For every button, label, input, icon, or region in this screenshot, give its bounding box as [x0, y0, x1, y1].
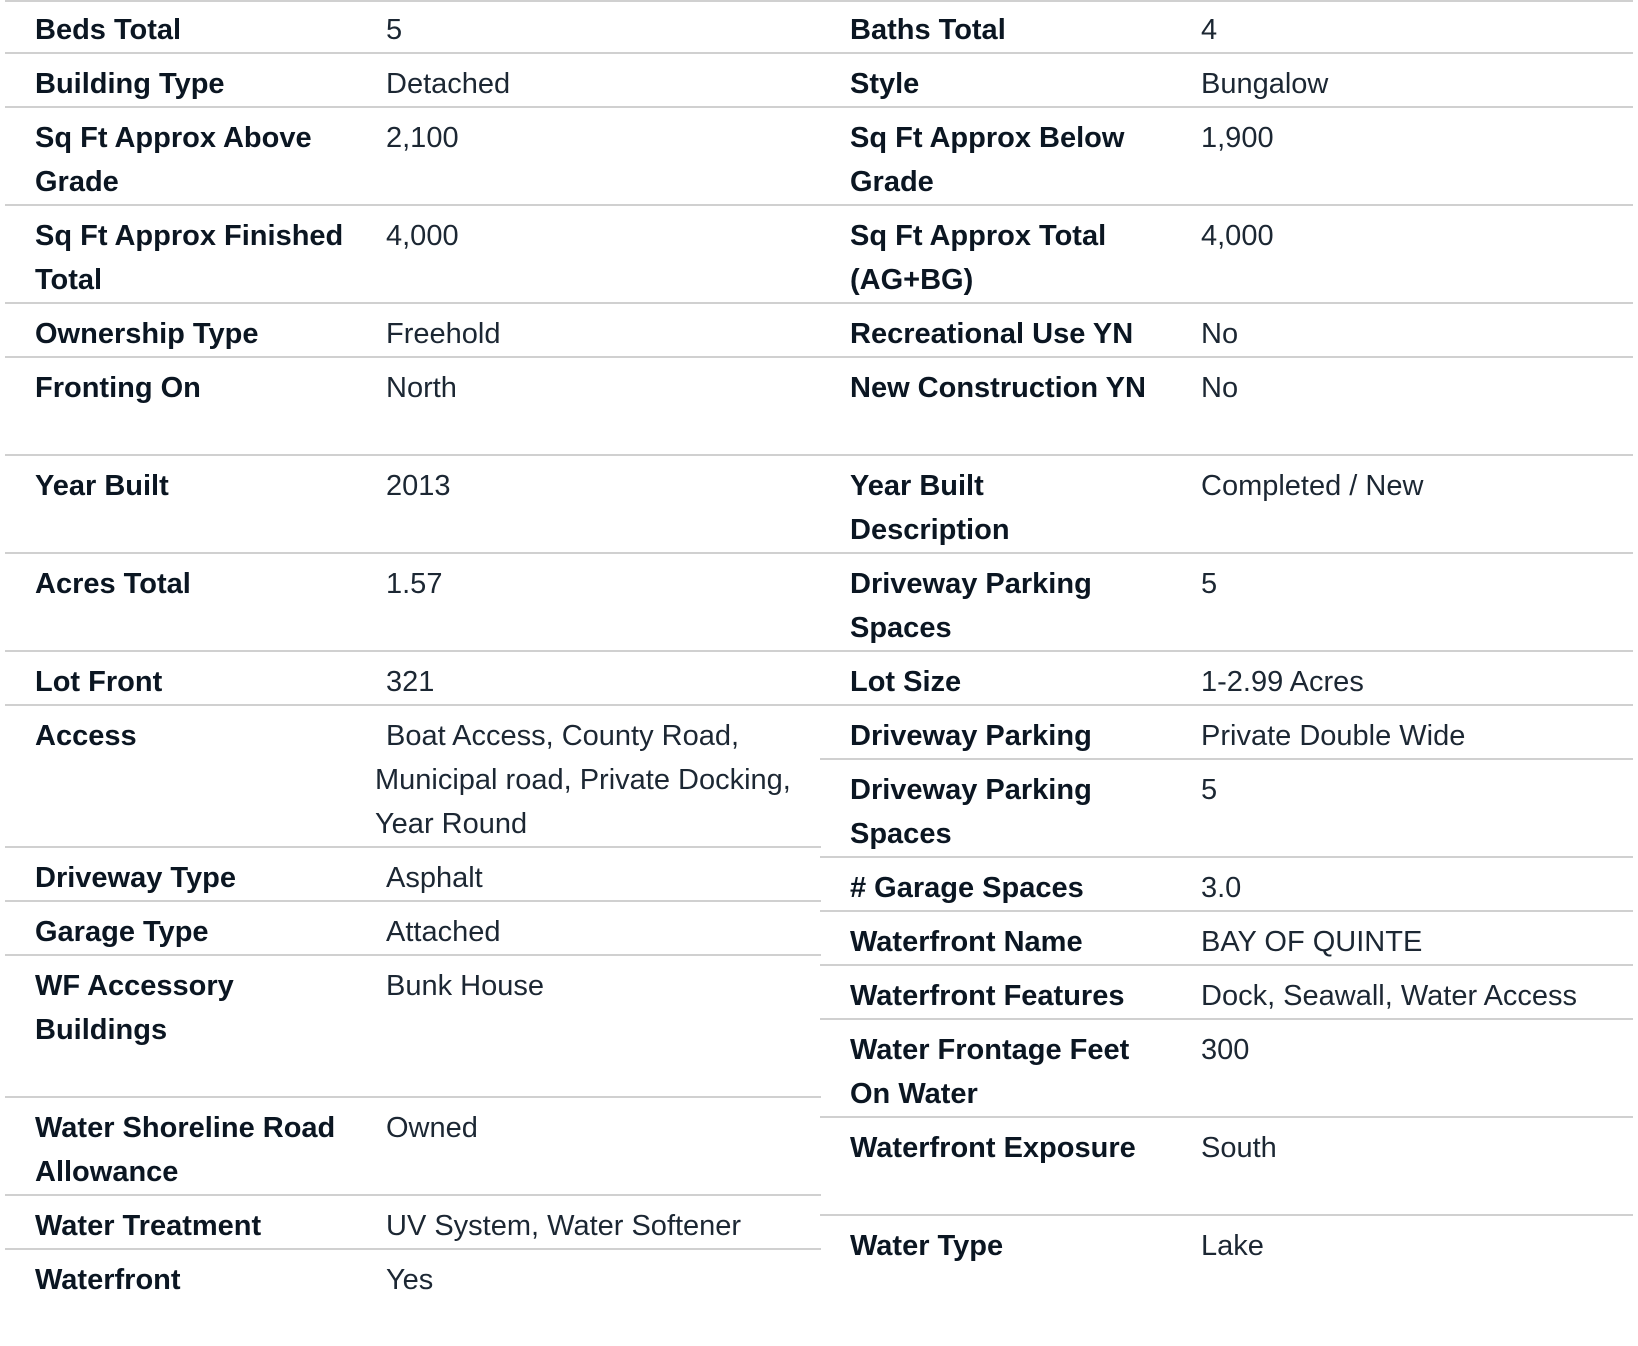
detail-label: Baths Total: [850, 14, 1006, 46]
detail-value: 3.0: [1201, 872, 1242, 904]
detail-label: Driveway Parking Spaces: [850, 568, 1092, 644]
detail-label: New Construction YN: [850, 372, 1146, 404]
detail-value: 1.57: [386, 568, 443, 600]
detail-row-recreational-use: [820, 304, 1633, 358]
detail-row-water-frontage-feet: [820, 1020, 1633, 1118]
detail-row-garage-type: [5, 902, 821, 956]
detail-value: Dock, Seawall, Water Access: [1201, 980, 1578, 1012]
detail-row-lot-size: [820, 652, 1633, 706]
detail-value: Bungalow: [1201, 68, 1329, 100]
detail-row-acres-total: [5, 554, 821, 652]
detail-value: Lake: [1201, 1230, 1264, 1262]
detail-value: 2,100: [386, 122, 459, 154]
detail-value: 5: [1201, 568, 1218, 600]
detail-row-waterfront-features: [820, 966, 1633, 1020]
detail-label: Driveway Parking: [850, 720, 1092, 752]
detail-row-wf-accessory-buildings: [5, 956, 821, 1098]
detail-value: Owned: [386, 1112, 478, 1144]
detail-row-waterfront-name: [820, 912, 1633, 966]
detail-row-year-built: [5, 456, 821, 554]
detail-label: Lot Front: [35, 666, 163, 698]
detail-row-water-type: [820, 1216, 1633, 1270]
detail-value: 300: [1201, 1034, 1250, 1066]
detail-row-driveway-parking-spaces: [820, 554, 1633, 652]
detail-label: Waterfront Name: [850, 926, 1083, 958]
detail-label: Acres Total: [35, 568, 191, 600]
detail-row-baths-total: [820, 0, 1633, 54]
detail-value: 5: [386, 14, 403, 46]
detail-value: Detached: [386, 68, 511, 100]
detail-value: 5: [1201, 774, 1218, 806]
details-right-column: [820, 0, 1633, 1270]
detail-label: Lot Size: [850, 666, 962, 698]
detail-row-beds-total: [5, 0, 821, 54]
detail-value: 4,000: [1201, 220, 1274, 252]
detail-value: North: [386, 372, 457, 404]
detail-value: 4: [1201, 14, 1218, 46]
detail-label: Fronting On: [35, 372, 201, 404]
detail-value: Completed / New: [1201, 470, 1424, 502]
detail-label: Year Built Description: [850, 470, 1010, 546]
detail-label: WF Accessory Buildings: [35, 970, 234, 1046]
details-left-column: [5, 0, 821, 1304]
detail-value: 2013: [386, 470, 451, 502]
detail-label: Driveway Type: [35, 862, 236, 894]
detail-value: 1-2.99 Acres: [1201, 666, 1364, 698]
detail-value: South: [1201, 1132, 1277, 1164]
detail-label: Water Treatment: [35, 1210, 262, 1242]
detail-row-water-shoreline: [5, 1098, 821, 1196]
detail-label: Water Type: [850, 1230, 1004, 1262]
detail-row-fronting-on: [5, 358, 821, 456]
detail-label: Water Frontage Feet On Water: [850, 1034, 1130, 1110]
detail-label: Building Type: [35, 68, 225, 100]
detail-value: Attached: [386, 916, 501, 948]
detail-label: Waterfront Exposure: [850, 1132, 1136, 1164]
detail-row-driveway-type: [5, 848, 821, 902]
detail-value: Bunk House: [386, 970, 544, 1002]
detail-label: Sq Ft Approx Finished Total: [35, 220, 344, 296]
detail-label: Sq Ft Approx Total (AG+BG): [850, 220, 1107, 296]
detail-row-building-type: [5, 54, 821, 108]
detail-row-sqft-total: [820, 206, 1633, 304]
detail-label: Ownership Type: [35, 318, 259, 350]
detail-row-water-treatment: [5, 1196, 821, 1250]
detail-label: Access: [35, 720, 137, 752]
detail-row-ownership-type: [5, 304, 821, 358]
detail-label: Beds Total: [35, 14, 182, 46]
detail-label: Waterfront Features: [850, 980, 1125, 1012]
detail-row-sqft-above-grade: [5, 108, 821, 206]
detail-row-style: [820, 54, 1633, 108]
detail-label: Garage Type: [35, 916, 209, 948]
detail-label: Water Shoreline Road Allowance: [35, 1112, 336, 1188]
detail-row-sqft-below-grade: [820, 108, 1633, 206]
detail-row-access: [5, 706, 821, 848]
detail-value: 4,000: [386, 220, 459, 252]
detail-value: BAY OF QUINTE: [1201, 926, 1423, 958]
detail-value: Private Double Wide: [1201, 720, 1466, 752]
detail-row-driveway-parking-spaces-2: [820, 760, 1633, 858]
detail-value: 1,900: [1201, 122, 1274, 154]
detail-value: 321: [386, 666, 435, 698]
detail-row-waterfront-exposure: [820, 1118, 1633, 1216]
detail-row-year-built-description: [820, 456, 1633, 554]
detail-label: Waterfront: [35, 1264, 181, 1296]
detail-label: Driveway Parking Spaces: [850, 774, 1092, 850]
detail-value: No: [1201, 318, 1239, 350]
detail-value: UV System, Water Softener: [386, 1210, 742, 1242]
detail-label: Sq Ft Approx Below Grade: [850, 122, 1125, 198]
detail-label: Sq Ft Approx Above Grade: [35, 122, 312, 198]
detail-row-driveway-parking: [820, 706, 1633, 760]
detail-row-garage-spaces: [820, 858, 1633, 912]
detail-row-sqft-finished-total: [5, 206, 821, 304]
detail-label: Style: [850, 68, 920, 100]
detail-row-new-construction: [820, 358, 1633, 456]
detail-label: Year Built: [35, 470, 169, 502]
detail-value: Yes: [386, 1264, 434, 1296]
detail-label: # Garage Spaces: [850, 872, 1084, 904]
detail-label: Recreational Use YN: [850, 318, 1134, 350]
detail-row-lot-front: [5, 652, 821, 706]
detail-value: No: [1201, 372, 1239, 404]
detail-value: Boat Access, County Road, Municipal road, Private Docking, Year Round: [375, 720, 791, 840]
detail-value: Asphalt: [386, 862, 483, 894]
detail-value: Freehold: [386, 318, 501, 350]
detail-row-waterfront: [5, 1250, 821, 1304]
